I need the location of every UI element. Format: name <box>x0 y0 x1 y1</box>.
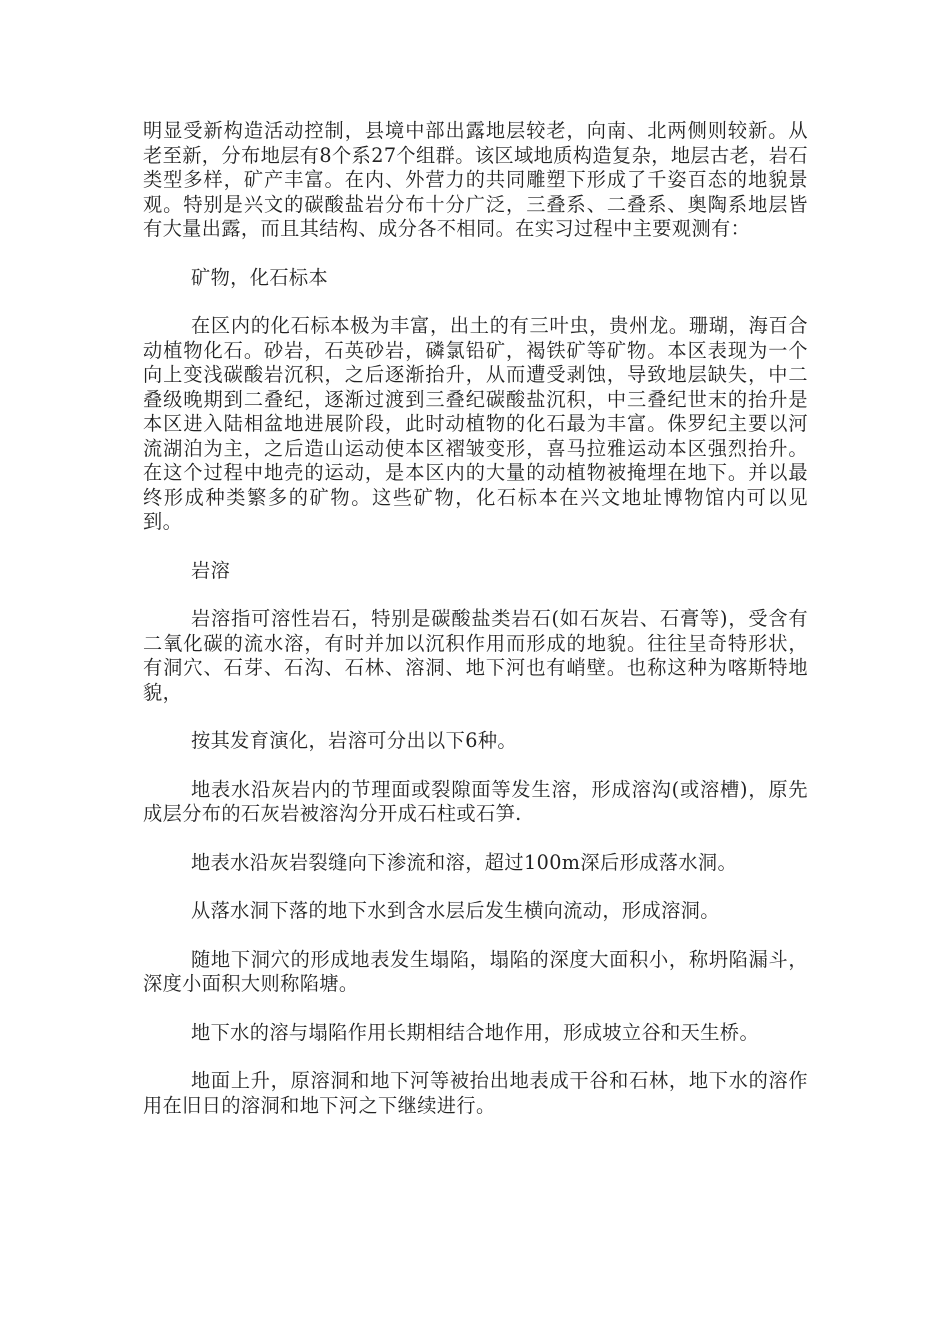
paragraph-fossils: 在区内的化石标本极为丰富，出土的有三叶虫，贵州龙。珊瑚，海百合动植物化石。砂岩，石英砂岩，磷氯铅矿，褐铁矿等矿物。本区表现为一个向上变浅碳酸岩沉积，之后逐渐抬升，从而遭受剥蚀，导致地层缺失，中二叠级晚期到二叠纪，逐渐过渡到三叠纪碳酸盐沉积，中三叠纪世末的抬升是本区进入陆相盆地进展阶段，此时动植物的化石最为丰富。侏罗纪主要以河流湖泊为主，之后造山运动使本区褶皱变形，喜马拉雅运动本区强烈抬升。在这个过程中地壳的运动，是本区内的大量的动植物被掩埋在地下。并以最终形成种类繁多的矿物。这些矿物，化石标本在兴文地址博物馆内可以见到。 <box>143 314 808 533</box>
paragraph-karst-stage-1: 地表水沿灰岩内的节理面或裂隙面等发生溶，形成溶沟(或溶槽)，原先成层分布的石灰岩被溶沟分开成石柱或石笋. <box>143 777 808 825</box>
paragraph-karst-stage-3: 从落水洞下落的地下水到含水层后发生横向流动，形成溶洞。 <box>191 899 720 922</box>
paragraph-geology-overview: 明显受新构造活动控制，县境中部出露地层较老，向南、北两侧则较新。从老至新，分布地层有8个系27个组群。该区域地质构造复杂，地层古老，岩石类型多样，矿产丰富。在内、外营力的共同雕塑下形成了千姿百态的地貌景观。特别是兴文的碳酸盐岩分布十分广泛，三叠系、二叠系、奥陶系地层皆有大量出露，而且其结构、成分各不相同。在实习过程中主要观测有： <box>143 119 808 240</box>
section-heading-karst: 岩溶 <box>191 558 231 582</box>
paragraph-karst-definition: 岩溶指可溶性岩石，特别是碳酸盐类岩石(如石灰岩、石膏等)，受含有二氧化碳的流水溶，有时并加以沉积作用而形成的地貌。往往呈奇特形状，有洞穴、石芽、石沟、石林、溶洞、地下河也有峭壁。也称这种为喀斯特地貌， <box>143 607 808 704</box>
paragraph-karst-stage-5: 地下水的溶与塌陷作用长期相结合地作用，形成坡立谷和天生桥。 <box>191 1020 760 1044</box>
paragraph-karst-stage-4: 随地下洞穴的形成地表发生塌陷，塌陷的深度大面积小，称坍陷漏斗，深度小面积大则称陷塘。 <box>143 947 808 995</box>
paragraph-karst-stages-intro: 按其发育演化，岩溶可分出以下6种。 <box>191 729 518 752</box>
section-heading-minerals-fossils: 矿物，化石标本 <box>191 265 329 289</box>
document-page <box>143 119 808 1142</box>
paragraph-karst-stage-6: 地面上升，原溶洞和地下河等被抬出地表成干谷和石林，地下水的溶作用在旧日的溶洞和地下河之下继续进行。 <box>143 1069 808 1117</box>
paragraph-karst-stage-2: 地表水沿灰岩裂缝向下渗流和溶，超过100m深后形成落水洞。 <box>191 850 738 874</box>
